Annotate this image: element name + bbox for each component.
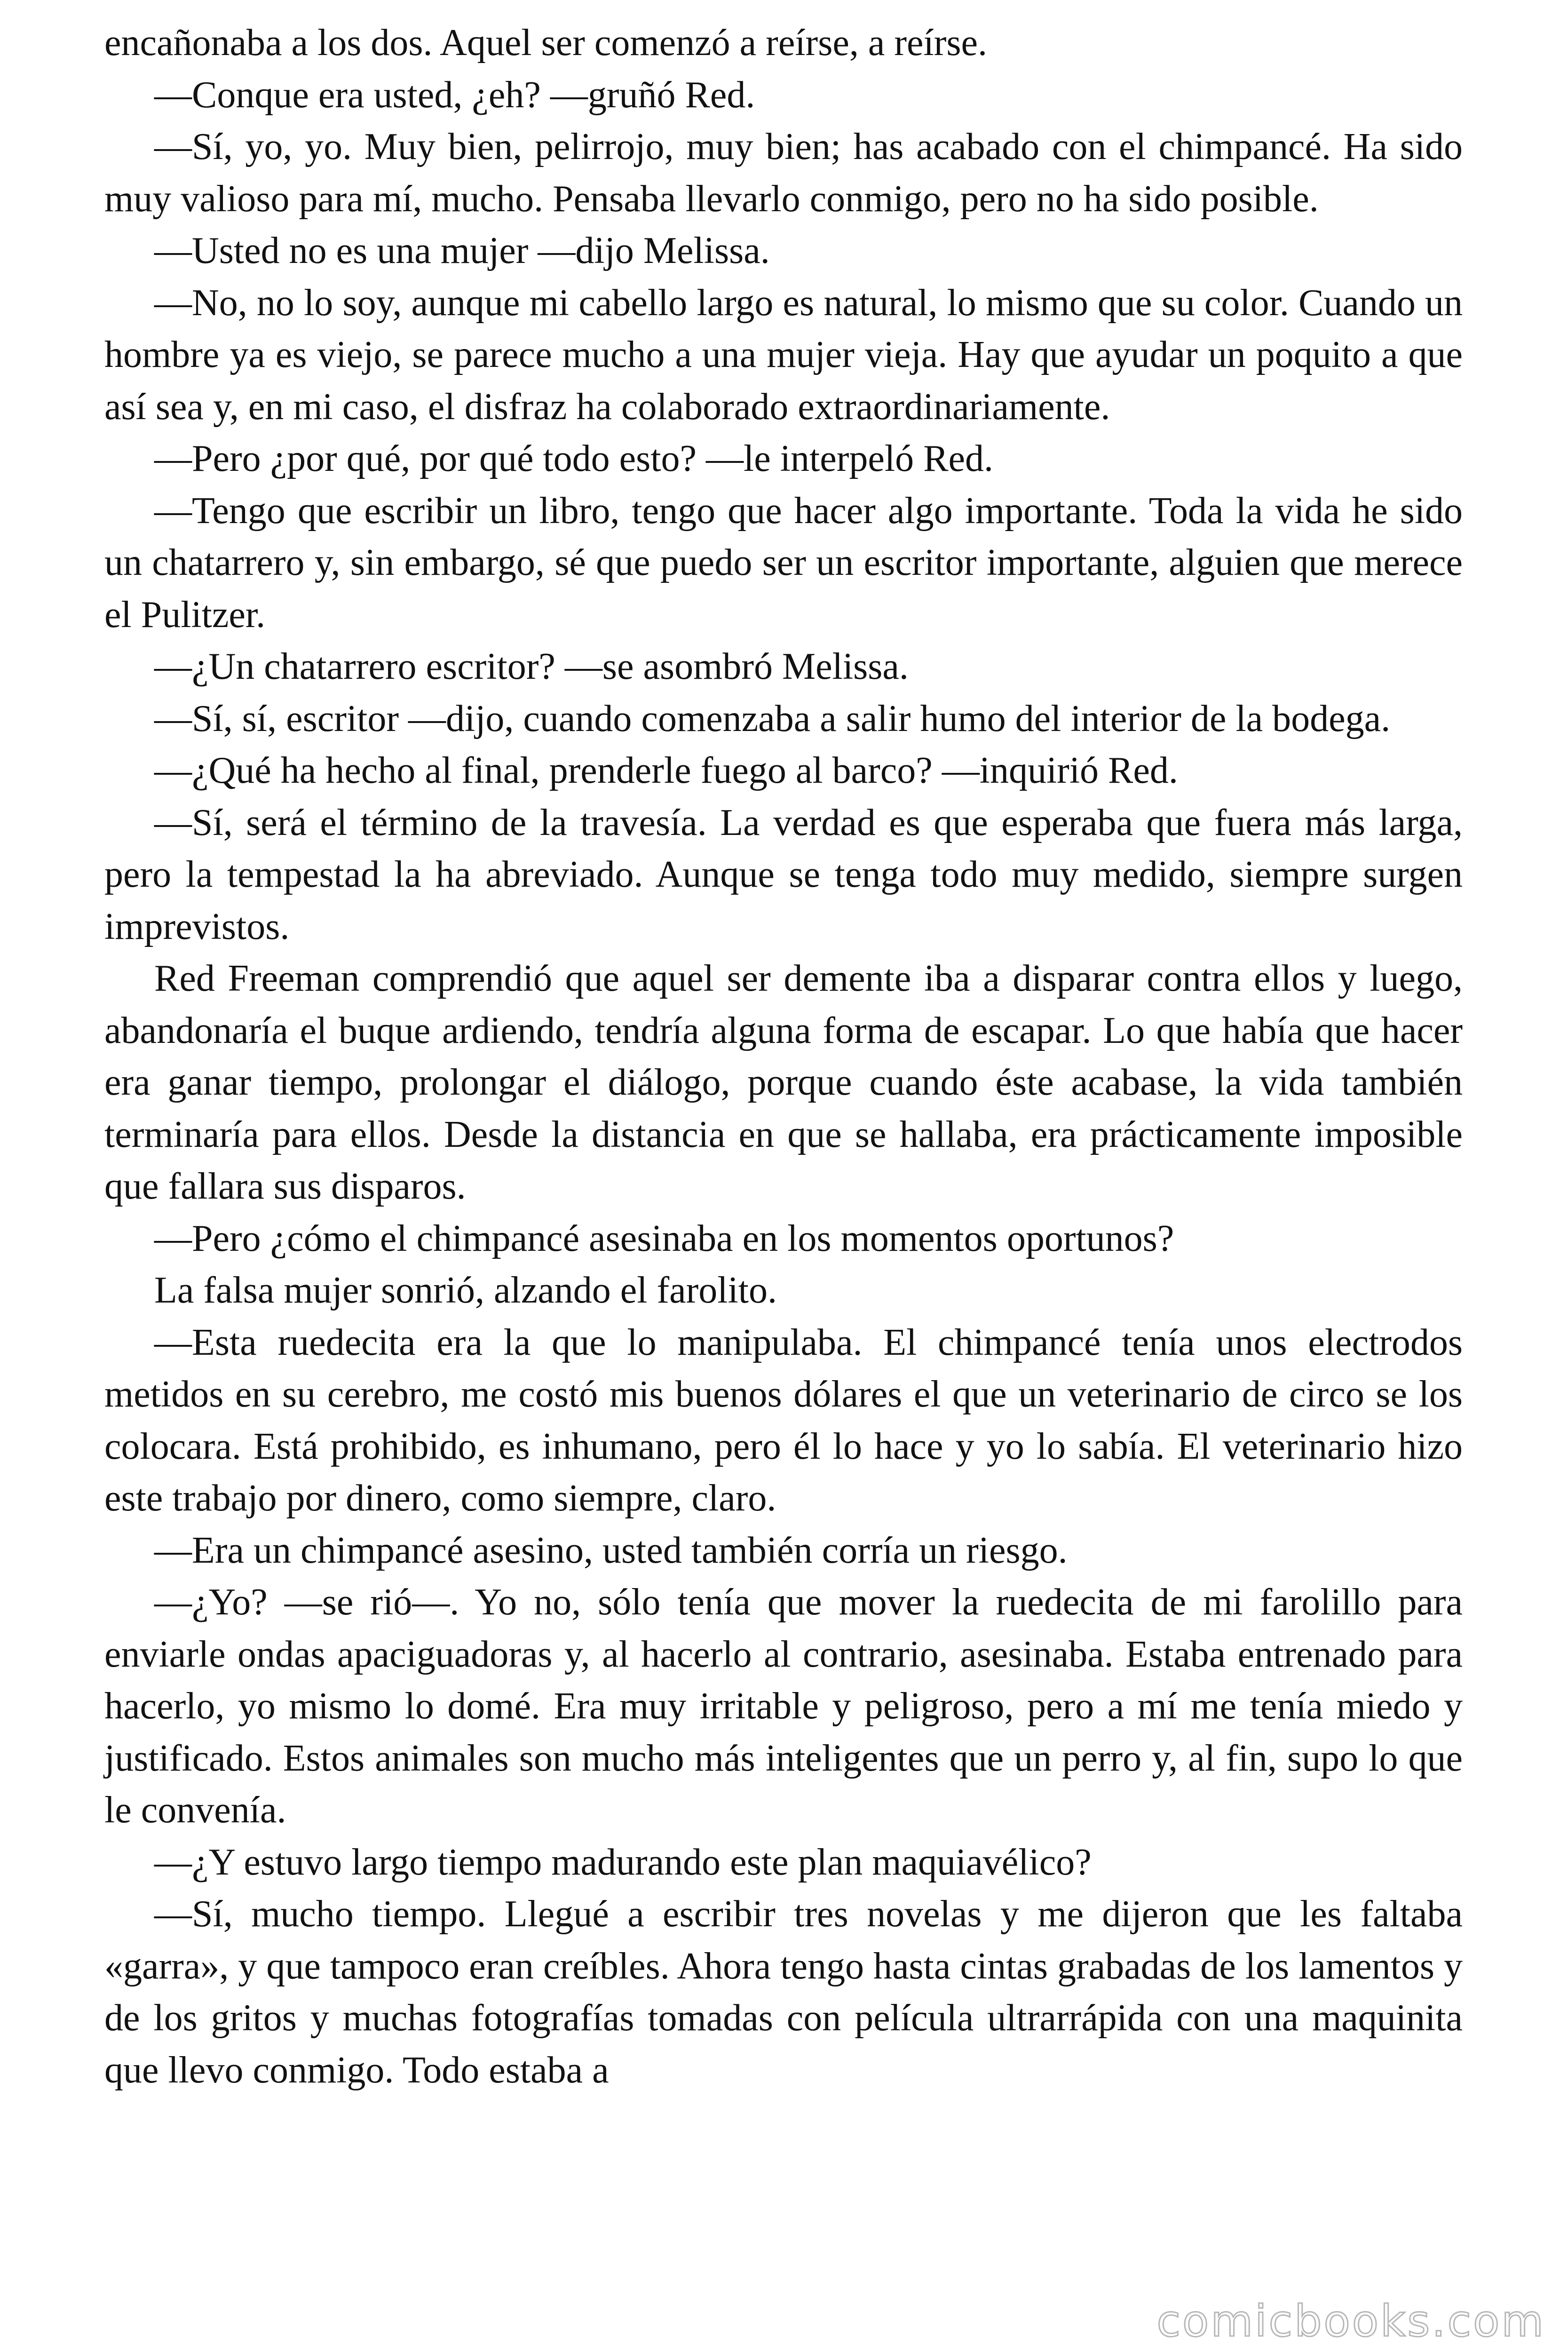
paragraph-1: encañonaba a los dos. Aquel ser comenzó a reírse, a reírse. <box>104 22 987 64</box>
paragraph-18: —¿Y estuvo largo tiempo madurando este plan maquiavélico? <box>154 1841 1092 1883</box>
paragraph-14: La falsa mujer sonrió, alzando el farolito. <box>154 1270 777 1311</box>
watermark: comicbooks.com <box>1156 2296 1545 2346</box>
paragraph-7: —Tengo que escribir un libro, tengo que hacer algo importante. Toda la vida he sido un chatarrero y, sin embargo, sé que puedo ser un escritor importante, alguien que merece el Pulitzer. <box>104 490 1463 636</box>
page-text <box>104 17 1463 2096</box>
paragraph-17: —¿Yo? —se rió—. Yo no, sólo tenía que mover la ruedecita de mi farolillo para enviarle ondas apaciguadoras y, al hacerlo al contrario, asesinaba. Estaba entrenado para hacerlo, yo mismo lo domé. Era muy irritable y peligroso, pero a mí me tenía miedo y justificado. Estos animales son mucho más inteligentes que un perro y, al fin, supo lo que le convenía. <box>104 1581 1463 1831</box>
paragraph-12: Red Freeman comprendió que aquel ser demente iba a disparar contra ellos y luego, abandonaría el buque ardiendo, tendría alguna forma de escapar. Lo que había que hacer era ganar tiempo, prolongar el diálogo, porque cuando éste acabase, la vida también terminaría para ellos. Desde la distancia en que se hallaba, era prácticamente imposible que fallara sus disparos. <box>104 958 1463 1207</box>
paragraph-6: —Pero ¿por qué, por qué todo esto? —le interpeló Red. <box>154 438 993 479</box>
paragraph-13: —Pero ¿cómo el chimpancé asesinaba en los momentos oportunos? <box>154 1217 1174 1259</box>
paragraph-11: —Sí, será el término de la travesía. La verdad es que esperaba que fuera más larga, pero la tempestad la ha abreviado. Aunque se tenga todo muy medido, siempre surgen imprevistos. <box>104 802 1463 947</box>
paragraph-8: —¿Un chatarrero escritor? —se asombró Melissa. <box>154 646 909 687</box>
paragraph-3: —Sí, yo, yo. Muy bien, pelirrojo, muy bien; has acabado con el chimpancé. Ha sido muy valioso para mí, mucho. Pensaba llevarlo conmigo, pero no ha sido posible. <box>104 126 1463 220</box>
paragraph-16: —Era un chimpancé asesino, usted también corría un riesgo. <box>154 1529 1068 1571</box>
paragraph-19: —Sí, mucho tiempo. Llegué a escribir tres novelas y me dijeron que les faltaba «garra», y que tampoco eran creíbles. Ahora tengo hasta cintas grabadas de los lamentos y de los gritos y muchas fotografías tomadas con película ultrarrápida con una maquinita que llevo conmigo. Todo estaba a <box>104 1893 1463 2091</box>
paragraph-5: —No, no lo soy, aunque mi cabello largo es natural, lo mismo que su color. Cuando un hombre ya es viejo, se parece mucho a una mujer vieja. Hay que ayudar un poquito a que así sea y, en mi caso, el disfraz ha colaborado extraordinariamente. <box>104 282 1463 428</box>
paragraph-4: —Usted no es una mujer —dijo Melissa. <box>154 230 770 271</box>
paragraph-15: —Esta ruedecita era la que lo manipulaba. El chimpancé tenía unos electrodos metidos en su cerebro, me costó mis buenos dólares el que un veterinario de circo se los colocara. Está prohibido, es inhumano, pero él lo hace y yo lo sabía. El veterinario hizo este trabajo por dinero, como siempre, claro. <box>104 1321 1463 1519</box>
paragraph-9: —Sí, sí, escritor —dijo, cuando comenzaba a salir humo del interior de la bodega. <box>154 698 1391 739</box>
paragraph-10: —¿Qué ha hecho al final, prenderle fuego al barco? —inquirió Red. <box>154 750 1178 791</box>
paragraph-2: —Conque era usted, ¿eh? —gruñó Red. <box>154 74 755 116</box>
